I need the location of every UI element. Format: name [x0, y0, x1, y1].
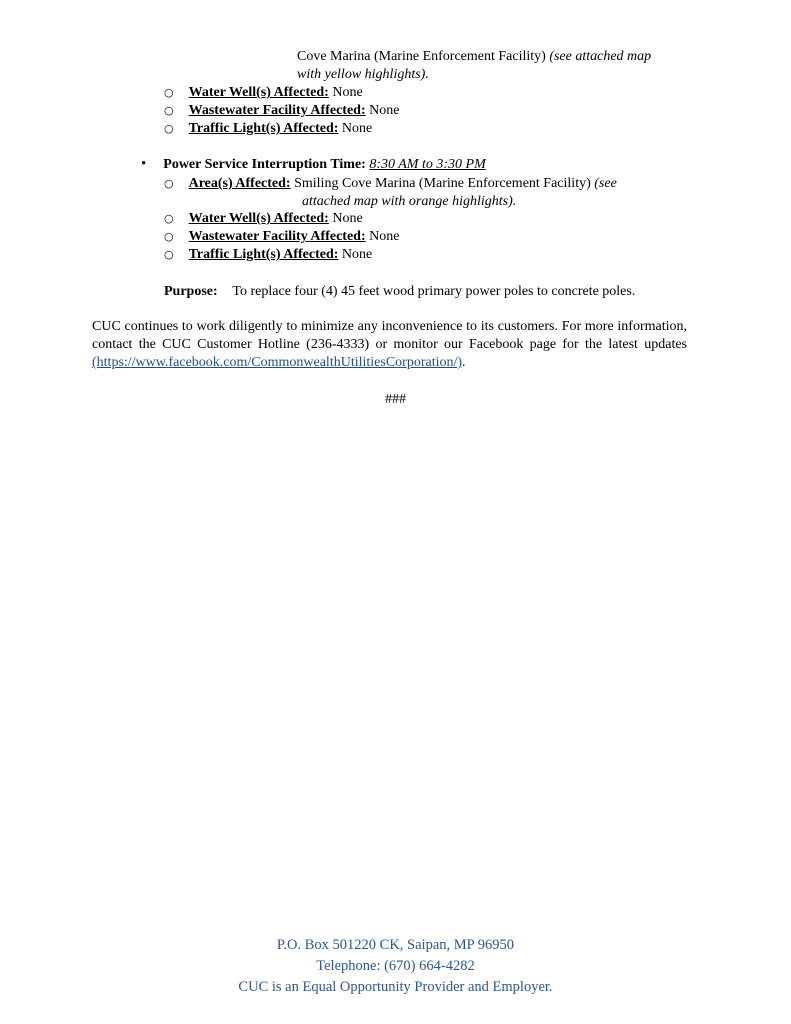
area-note-continuation: with yellow highlights).	[297, 67, 429, 82]
interruption-time: 8:30 AM to 3:30 PM	[369, 157, 486, 172]
area-text: Smiling Cove Marina (Marine Enforcement Facility)	[294, 176, 591, 191]
item-label: Wastewater Facility Affected:	[188, 229, 366, 244]
list-item	[164, 210, 363, 228]
list-item	[164, 84, 363, 102]
list-item	[164, 102, 399, 120]
closing-text: CUC continues to work diligently to minimize any inconvenience to its customers. For more information, contact the CUC Customer Hotline (236-4333) or monitor our Facebook page for the latest updates	[92, 319, 687, 352]
item-value: None	[369, 103, 400, 118]
list-item	[164, 120, 372, 138]
area-continuation-line	[297, 48, 651, 66]
section-heading	[141, 155, 486, 174]
area-note-continuation: attached map with orange highlights).	[302, 194, 517, 209]
footer-address: P.O. Box 501220 CK, Saipan, MP 96950	[276, 937, 515, 953]
item-value: None	[341, 121, 373, 136]
footer-equal-opportunity: CUC is an Equal Opportunity Provider and Employer.	[238, 979, 553, 995]
item-label: Water Well(s) Affected:	[188, 85, 329, 100]
item-label: Wastewater Facility Affected:	[188, 103, 366, 118]
end-mark: ###	[385, 392, 406, 407]
circle-bullet-icon: ○	[164, 122, 174, 135]
bullet-icon: •	[141, 156, 147, 172]
item-value: None	[332, 85, 363, 100]
item-label: Traffic Light(s) Affected:	[188, 247, 339, 262]
item-value: None	[332, 211, 363, 226]
item-label: Traffic Light(s) Affected:	[188, 121, 339, 136]
footer-telephone: Telephone: (670) 664-4282	[316, 958, 475, 974]
item-label: Area(s) Affected:	[188, 176, 291, 191]
purpose-label: Purpose:	[164, 284, 218, 299]
circle-bullet-icon: ○	[164, 230, 174, 243]
closing-period: .	[462, 355, 466, 370]
circle-bullet-icon: ○	[164, 86, 174, 99]
closing-paragraph	[92, 318, 687, 372]
list-item	[164, 228, 399, 246]
area-note: (see attached map	[549, 49, 652, 64]
facebook-link[interactable]: (https://www.facebook.com/CommonwealthUtilitiesCorporation/)	[92, 355, 463, 370]
circle-bullet-icon: ○	[164, 104, 174, 117]
purpose-line	[164, 283, 635, 301]
circle-bullet-icon: ○	[164, 177, 174, 190]
circle-bullet-icon: ○	[164, 248, 174, 261]
item-value: None	[341, 247, 373, 262]
item-value: None	[369, 229, 400, 244]
area-text: Cove Marina (Marine Enforcement Facility)	[297, 49, 546, 64]
list-item	[164, 175, 617, 193]
heading-label: Power Service Interruption Time:	[163, 157, 366, 172]
purpose-text: To replace four (4) 45 feet wood primary power poles to concrete poles.	[232, 284, 636, 299]
list-item	[164, 246, 372, 264]
area-note: (see	[594, 176, 617, 191]
circle-bullet-icon: ○	[164, 212, 174, 225]
item-label: Water Well(s) Affected:	[188, 211, 329, 226]
